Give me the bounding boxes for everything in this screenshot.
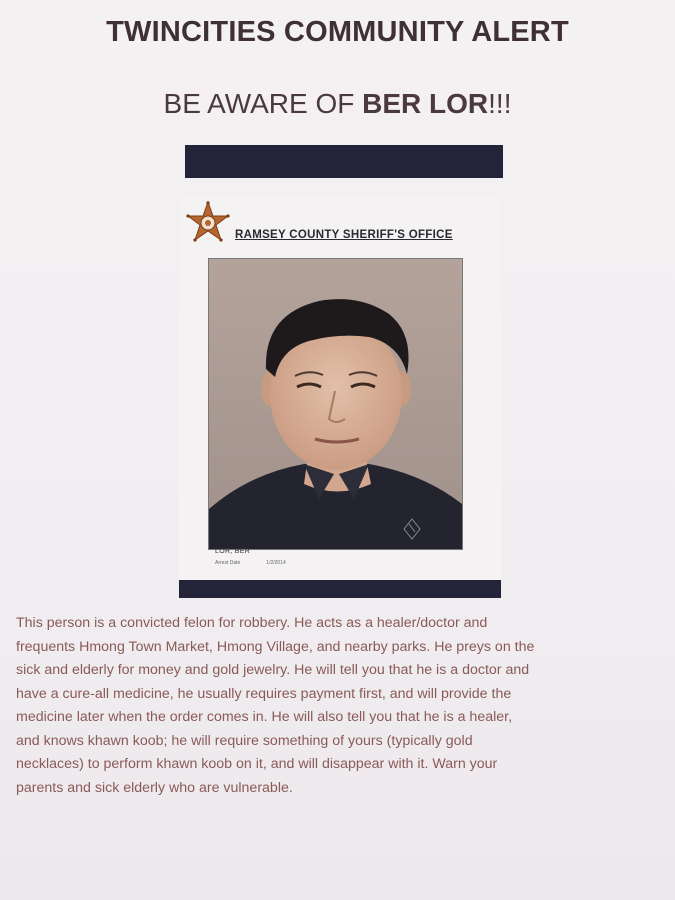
mugshot-card [179, 196, 501, 598]
description-line: frequents Hmong Town Market, Hmong Village, and nearby parks. He preys on the [16, 638, 535, 655]
description-line: parents and sick elderly who are vulnerable. [16, 779, 293, 796]
mugshot-name-label: LOR, BER [215, 548, 251, 555]
subtitle-prefix: BE AWARE OF [163, 88, 363, 119]
description-line: have a cure-all medicine, he usually requires payment first, and will provide the [16, 685, 512, 702]
redaction-bar-top [185, 145, 503, 178]
page-title: TWINCITIES COMMUNITY ALERT [106, 16, 569, 48]
agency-name: RAMSEY COUNTY SHERIFF'S OFFICE [235, 229, 453, 241]
redaction-bar-bottom [179, 580, 501, 598]
portrait-image [209, 259, 462, 549]
description-line: medicine later when the order comes in. He will also tell you that he is a healer, [16, 709, 513, 725]
subtitle-suffix: !!! [488, 88, 512, 119]
date-value: 1/2/2014 [266, 560, 286, 566]
suspect-name: BER LOR [362, 88, 489, 119]
description-line: sick and elderly for money and gold jewelry. He will tell you that he is a doctor and [16, 662, 530, 678]
description-line: This person is a convicted felon for robbery. He acts as a healer/doctor and [16, 615, 488, 631]
description-line: and knows khawn koob; he will require something of yours (typically gold [16, 732, 473, 749]
description-line: necklaces) to perform khawn koob on it, and will disappear with it. Warn your [16, 756, 498, 772]
page-subtitle [0, 88, 675, 120]
mugshot-photo [208, 258, 463, 550]
mugshot-date-line [215, 560, 286, 566]
description-text [16, 612, 666, 800]
sheriff-star-icon [185, 200, 231, 246]
date-caption: Arrest Date [215, 560, 241, 566]
